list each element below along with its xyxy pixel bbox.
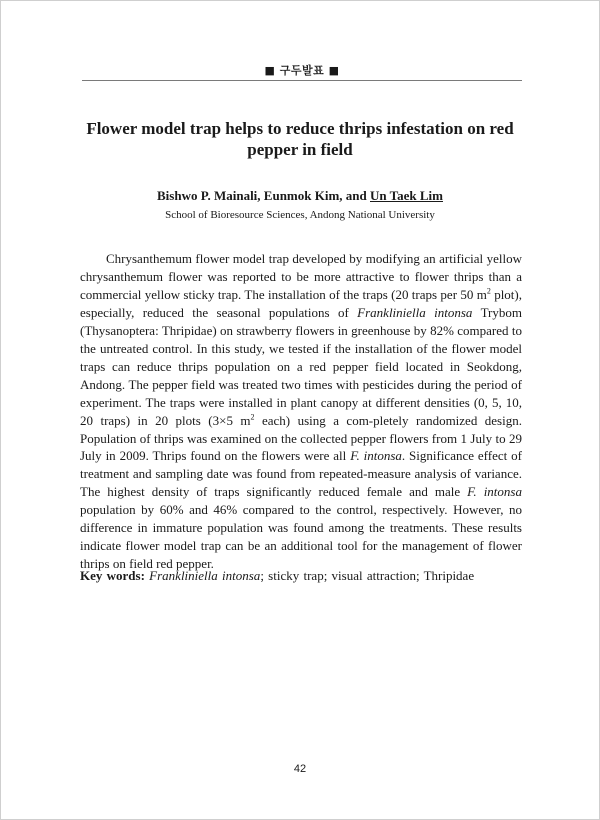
abstract-text-3: Trybom (Thysanoptera: Thripidae) on strawberry flowers in greenhouse by 82% compared to the untreated control. In this study, we tested if the installation of the flower model traps can reduce thrips population on a red pepper field located in Seokdong, Andong. The pepper field was treated two times with pesticides during the period of experiment. The traps were installed in plant canopy at different densities (0, 5, 10, 20 traps) in 20 plots (3×5 m (80, 304, 522, 428)
species-name-2: F. intonsa (350, 448, 402, 464)
author-names: Bishwo P. Mainali, Eunmok Kim, and (157, 188, 370, 203)
abstract-text-5: . Significance effect of treatment and sampling date was found from repeated-measure analysis of variance. The highest density of traps significantly reduced female and male (80, 448, 522, 500)
header-rule (82, 80, 522, 81)
author-list (70, 188, 530, 204)
abstract-superscript-1: 2 (486, 286, 491, 296)
corresponding-author: Un Taek Lim (370, 188, 443, 203)
section-header: ■ 구두발표 ■ (264, 64, 340, 77)
abstract-text-4: each) using a com-pletely randomized design. Population of thrips was examined on the collected pepper flowers from 1 July to 29 July in 2009. Thrips found on the flowers were all (80, 412, 522, 464)
keywords-line (80, 567, 522, 585)
affiliation: School of Bioresource Sciences, Andong National University (165, 209, 435, 221)
abstract-superscript-2: 2 (250, 412, 255, 422)
abstract-text-1: Chrysanthemum flower model trap developed by modifying an artificial yellow chrysanthemum flower was reported to be more attractive to flower thrips than a commercial yellow sticky trap. The installation of the traps (20 traps per 50 m (80, 251, 522, 302)
page-number: 42 (293, 763, 307, 775)
keywords-label: Key words: (80, 568, 145, 583)
species-name-3: F. intonsa (467, 484, 522, 500)
abstract-text-6: population by 60% and 46% compared to the control, respectively. However, no difference in immature population was found among the treatments. These results indicate flower model trap can be an additional tool for the management of flower thrips on field red pepper. (80, 502, 522, 572)
abstract-text-2: plot), especially, reduced the seasonal populations of (80, 286, 522, 320)
species-name-1: Frankliniella intonsa (357, 304, 473, 320)
keyword-species: Frankliniella intonsa (149, 568, 261, 583)
paper-title: Flower model trap helps to reduce thrips infestation on red pepper in field (86, 119, 514, 159)
keywords-rest: ; sticky trap; visual attraction; Thripidae (260, 568, 475, 583)
abstract-paragraph (80, 250, 522, 573)
